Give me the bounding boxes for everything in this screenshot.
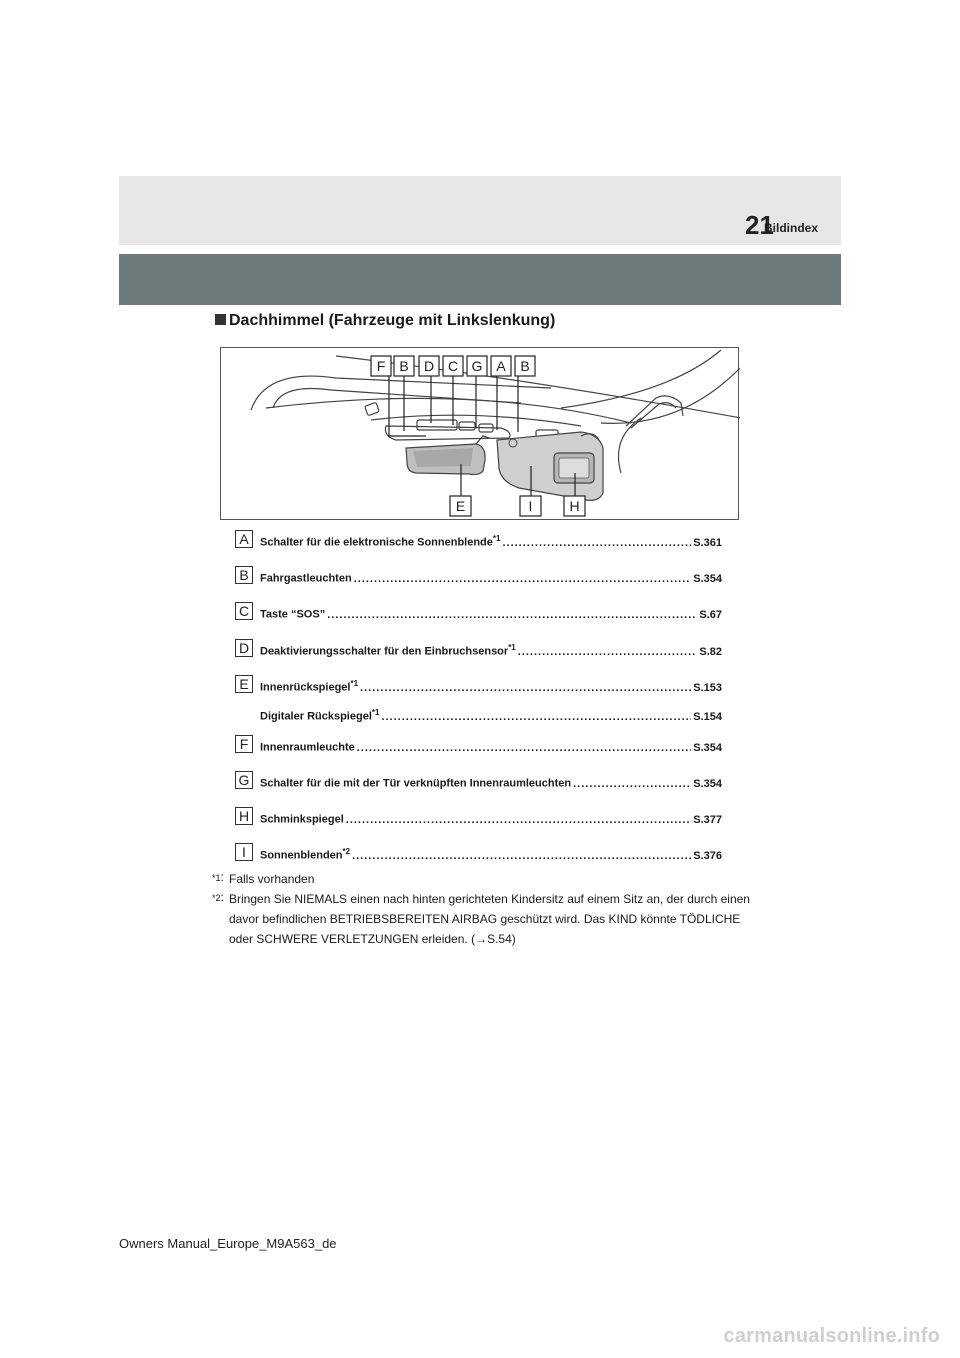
footnote-mark: *1	[212, 873, 221, 883]
page-ref-link[interactable]: S.153	[693, 681, 722, 694]
legend-label: Deaktivierungsschalter für den Einbruchsensor	[260, 645, 509, 658]
legend-label: Innenrückspiegel	[260, 681, 351, 694]
sun-visor-drawing	[497, 432, 603, 500]
legend-letter: D	[235, 639, 253, 657]
page-ref-link[interactable]: S.67	[699, 608, 722, 621]
legend-item-f	[235, 735, 722, 755]
page-ref-link[interactable]: S.361	[693, 536, 722, 549]
legend-letter: C	[235, 602, 253, 620]
footnote-ref: *1	[492, 534, 501, 543]
callout-E: E	[455, 498, 466, 514]
callout-A: A	[496, 358, 506, 374]
legend-letter: I	[235, 843, 253, 861]
callout-H: H	[569, 498, 580, 514]
legend-item-i	[235, 843, 722, 863]
footnote-ref: *1	[371, 708, 380, 717]
legend-entry	[260, 679, 722, 694]
legend-label: Digitaler Rückspiegel	[260, 710, 372, 723]
callouts-top	[371, 356, 535, 376]
page-ref-link[interactable]: S.354	[693, 572, 722, 585]
legend-item-e-digital	[235, 704, 722, 724]
footnote-text: Falls vorhanden	[229, 872, 315, 886]
subsection-heading	[215, 312, 555, 330]
callout-B: B	[399, 358, 409, 374]
footnote-ref: *1	[350, 679, 359, 688]
legend-label: Schalter für die mit der Tür verknüpften Innenraumleuchten	[260, 777, 572, 790]
legend-letter: E	[235, 675, 253, 693]
legend-item-b	[235, 566, 722, 586]
legend-entry	[260, 739, 722, 754]
footnote-1: *1: Falls vorhanden	[212, 870, 315, 886]
legend-entry	[260, 534, 722, 549]
callouts-bottom	[450, 496, 585, 516]
legend-item-g	[235, 771, 722, 791]
legend-item-a	[235, 530, 722, 550]
manual-id: Owners Manual_Europe_M9A563_de	[119, 1236, 337, 1251]
callout-G: G	[471, 358, 483, 374]
legend-entry	[260, 708, 722, 723]
callout-I: I	[528, 498, 533, 514]
legend-entry	[260, 847, 722, 862]
legend-label: Schalter für die elektronische Sonnenblende	[260, 536, 493, 549]
rear-view-mirror-drawing	[406, 436, 489, 475]
header-top-band	[119, 176, 841, 245]
callout-F: F	[376, 358, 386, 374]
legend-item-c	[235, 602, 722, 622]
legend-letter: G	[235, 771, 253, 789]
legend-item-d	[235, 639, 722, 659]
legend-label: Fahrgastleuchten	[260, 572, 352, 585]
watermark-logo: carmanualsonline.info	[723, 1325, 940, 1347]
legend-entry	[260, 811, 722, 826]
legend-label: Innenraumleuchte	[260, 741, 355, 754]
legend-item-e	[235, 675, 722, 695]
legend-entry	[260, 775, 722, 790]
callout-D: D	[423, 358, 435, 374]
legend-label: Sonnenblenden	[260, 849, 343, 862]
page-number: 21	[745, 210, 774, 240]
header-dark-band	[119, 254, 841, 305]
callout-C: C	[447, 358, 459, 374]
callout-B-2: B	[520, 358, 530, 374]
page-ref-link[interactable]: S.154	[693, 710, 722, 723]
footnote-mark: *2	[212, 893, 221, 903]
square-bullet-icon	[215, 314, 226, 325]
section-title: Bildindex	[763, 221, 818, 235]
roof-console-illustration	[221, 348, 740, 521]
roof-console-figure	[220, 347, 739, 520]
legend-item-h	[235, 807, 722, 827]
legend-label: Taste “SOS”	[260, 608, 326, 621]
legend-entry	[260, 643, 722, 658]
legend-letter: F	[235, 735, 253, 753]
page-ref-link[interactable]: S.354	[693, 777, 722, 790]
legend-letter: A	[235, 530, 253, 548]
legend-letter: B	[235, 566, 253, 584]
footnote-ref: *1	[508, 643, 516, 652]
footnote-2: *2: Bringen Sie NIEMALS einen nach hinten gerichteten Kindersitz auf einem Sitz an, der durch einen davor befindlichen BETRIEBSBEREITEN AIRBAG geschützt wird. Das KIND könnte TÖDLICHE oder SCHWERE VERLETZUNGEN erleiden. (→S.54)	[212, 890, 750, 946]
page-ref-link[interactable]: S.377	[693, 813, 722, 826]
legend-letter: H	[235, 807, 253, 825]
footnote-ref: *2	[342, 847, 351, 856]
footnote-text: Bringen Sie NIEMALS einen nach hinten gerichteten Kindersitz auf einem Sitz an, der durch einen davor befindlichen BETRIEBSBEREITEN AIRBAG geschützt wird. Das KIND könnte TÖDLICHE oder SCHWERE VERLETZUNGEN erleiden. (→S.54)	[229, 892, 750, 946]
legend-label: Schminkspiegel	[260, 813, 344, 826]
page-ref-link[interactable]: S.82	[699, 645, 722, 658]
footnotes	[212, 869, 752, 949]
page-ref-link[interactable]: S.354	[693, 741, 722, 754]
legend-entry	[260, 606, 722, 621]
page-ref-link[interactable]: S.376	[693, 849, 722, 862]
subsection-title: Dachhimmel (Fahrzeuge mit Linkslenkung)	[229, 312, 556, 329]
legend-entry	[260, 570, 722, 585]
